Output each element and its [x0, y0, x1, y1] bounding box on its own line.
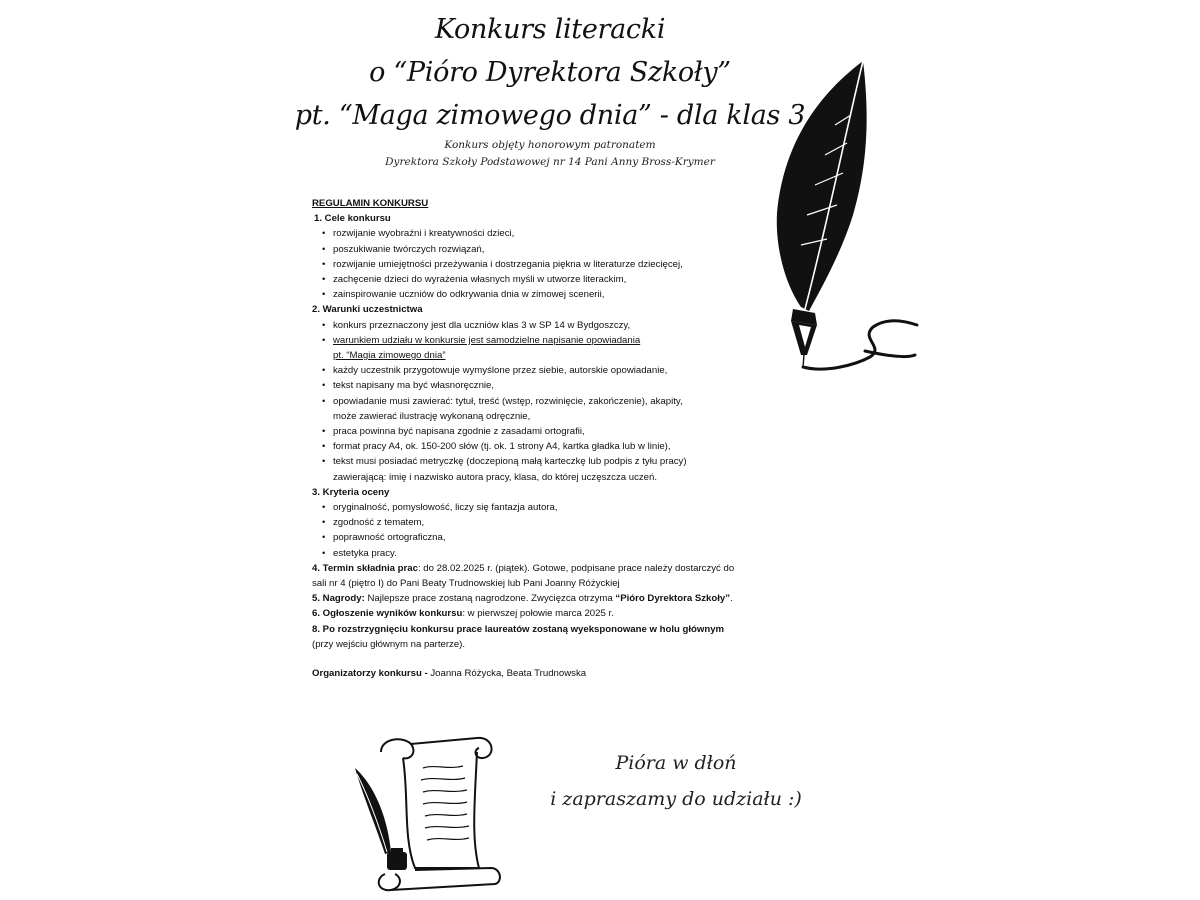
prize-name: “Pióro Dyrektora Szkoły” — [615, 593, 731, 605]
list-item: • zachęcenie dzieci do wyrażenia własnych myśli w utworze literackim, — [312, 272, 802, 287]
section-5-text: Najlepsze prace zostaną nagrodzone. Zwycięzca otrzyma — [364, 593, 616, 605]
section-2-title: 2. Warunki uczestnictwa — [312, 304, 423, 316]
section-4-label: 4. Termin składnia prac — [312, 562, 418, 574]
section-4-text: : do 28.02.2025 r. (piątek). Gotowe, podpisane prace należy dostarczyć do — [417, 562, 735, 574]
list-item: • każdy uczestnik przygotowuje wymyślone przez siebie, autorskie opowiadanie, — [312, 363, 802, 378]
patron-line-1: Konkurs objęty honorowym patronatem — [444, 139, 656, 151]
title-line-2: o “Pióro Dyrektora Szkoły” — [369, 57, 731, 88]
list-item: • opowiadanie musi zawierać: tytuł, treść (wstęp, rozwinięcie, zakończenie), akapity, — [312, 394, 802, 409]
list-item: • zainspirowanie uczniów do odkrywania dnia w zimowej scenerii, — [312, 287, 802, 302]
section-1-title: 1. Cele konkursu — [314, 213, 391, 225]
rules-heading: REGULAMIN KONKURSU — [312, 198, 429, 209]
list-item: • tekst napisany ma być własnoręcznie, — [312, 378, 802, 393]
section-3-list — [312, 500, 802, 561]
section-5-end: . — [730, 593, 733, 605]
list-item: • rozwijanie umiejętności przeżywania i dostrzegania piękna w literaturze dziecięcej, — [312, 257, 802, 272]
title-line-3: pt. “Maga zimowego dnia” - dla klas 3 — [294, 100, 806, 131]
list-item: • zgodność z tematem, — [312, 515, 802, 530]
section-4-continuation: sali nr 4 (piętro I) do Pani Beaty Trudnowskiej lub Pani Joanny Różyckiej — [312, 578, 620, 590]
scroll-quill-icon — [345, 728, 503, 894]
list-item: • format pracy A4, ok. 150-200 słów (tj. ok. 1 strony A4, kartka gładka lub w linie), — [312, 439, 802, 454]
contest-rules — [312, 196, 802, 681]
section-4 — [312, 561, 802, 576]
list-item: • poszukiwanie twórczych rozwiązań, — [312, 242, 802, 257]
section-8-continuation: (przy wejściu głównym na parterze). — [312, 638, 466, 650]
spacer — [312, 652, 802, 666]
quill-feather-icon — [755, 55, 925, 385]
requirement-text: warunkiem udziału w konkursie jest samodzielne napisanie opowiadania — [333, 334, 641, 346]
list-item-continuation: zawierającą: imię i nazwisko autora pracy, klasa, do której uczęszcza uczeń. — [333, 471, 658, 483]
list-item-continuation — [312, 348, 802, 363]
organizers — [312, 666, 802, 681]
list-item-continuation: może zawierać ilustrację wykonaną odręcznie, — [333, 410, 531, 422]
section-6-text: : w pierwszej połowie marca 2025 r. — [462, 608, 614, 620]
section-5 — [312, 591, 802, 606]
invitation-line-1: Pióra w dłoń — [615, 752, 737, 774]
invitation — [536, 745, 816, 817]
organizers-label: Organizatorzy konkursu - — [312, 668, 428, 680]
list-item: • konkurs przeznaczony jest dla uczniów klas 3 w SP 14 w Bydgoszczy, — [312, 318, 802, 333]
story-title-text: pt. “Magia zimowego dnia” — [333, 350, 446, 362]
section-8-label: 8. Po rozstrzygnięciu konkursu prace laureatów zostaną wyeksponowane w holu głównym — [312, 623, 725, 635]
list-item: • rozwijanie wyobraźni i kreatywności dzieci, — [312, 226, 802, 241]
section-6 — [312, 606, 802, 621]
list-item: • poprawność ortograficzna, — [312, 530, 802, 545]
section-3-title: 3. Kryteria oceny — [312, 486, 390, 498]
invitation-line-2: i zapraszamy do udziału :) — [550, 788, 802, 810]
list-item — [312, 333, 802, 348]
title-line-1: Konkurs literacki — [434, 14, 666, 45]
organizers-names: Joanna Różycka, Beata Trudnowska — [427, 668, 587, 680]
section-8 — [312, 622, 802, 637]
section-6-label: 6. Ogłoszenie wyników konkursu — [312, 608, 463, 620]
list-item: • oryginalność, pomysłowość, liczy się fantazja autora, — [312, 500, 802, 515]
section-1-list — [312, 226, 802, 302]
patron-line-2: Dyrektora Szkoły Podstawowej nr 14 Pani Anny Bross-Krymer — [385, 156, 715, 168]
list-item: • tekst musi posiadać metryczkę (doczepioną małą karteczkę lub podpis z tyłu pracy) — [312, 454, 802, 469]
list-item: • praca powinna być napisana zgodnie z zasadami ortografii, — [312, 424, 802, 439]
section-2-list — [312, 318, 802, 485]
section-5-label: 5. Nagrody: — [312, 593, 365, 605]
list-item: • estetyka pracy. — [312, 546, 802, 561]
title-block — [290, 8, 810, 171]
